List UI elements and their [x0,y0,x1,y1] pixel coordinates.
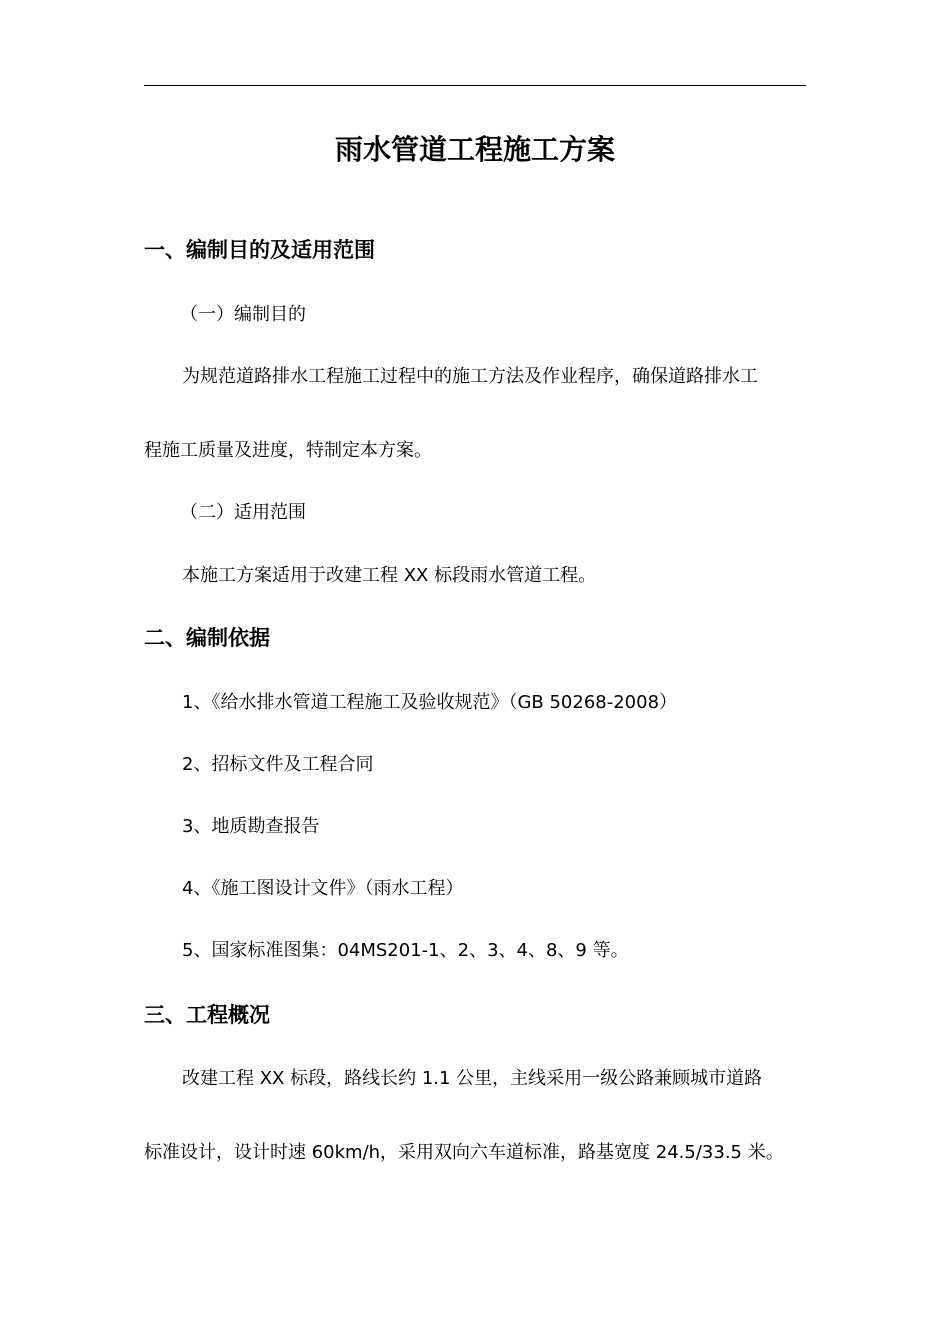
basis-item-1: 1、《给水排水管道工程施工及验收规范》（GB 50268-2008） [182,692,678,713]
paragraph-overview-line-1: 改建工程 XX 标段，路线长约 1.1 公里，主线采用一级公路兼顾城市道路 [182,1068,763,1089]
section-heading-basis: 二、编制依据 [144,626,270,650]
paragraph-purpose-line-1: 为规范道路排水工程施工过程中的施工方法及作业程序，确保道路排水工 [182,366,758,387]
section-heading-purpose-scope: 一、编制目的及适用范围 [144,238,375,262]
basis-item-4: 4、《施工图设计文件》（雨水工程） [182,878,464,899]
basis-item-5: 5、国家标准图集：04MS201-1、2、3、4、8、9 等。 [182,940,629,961]
document-title: 雨水管道工程施工方案 [334,133,615,166]
paragraph-purpose-line-2: 程施工质量及进度，特制定本方案。 [144,440,432,461]
header-rule [144,85,806,86]
basis-item-3: 3、地质勘查报告 [182,816,320,837]
paragraph-scope: 本施工方案适用于改建工程 XX 标段雨水管道工程。 [182,565,597,586]
section-heading-overview: 三、工程概况 [144,1003,270,1027]
basis-item-2: 2、招标文件及工程合同 [182,754,374,775]
subheading-scope: （二）适用范围 [180,502,306,523]
paragraph-overview-line-2: 标准设计，设计时速 60km/h，采用双向六车道标准，路基宽度 24.5/33.5 米。 [144,1142,784,1163]
subheading-purpose: （一）编制目的 [180,304,306,325]
